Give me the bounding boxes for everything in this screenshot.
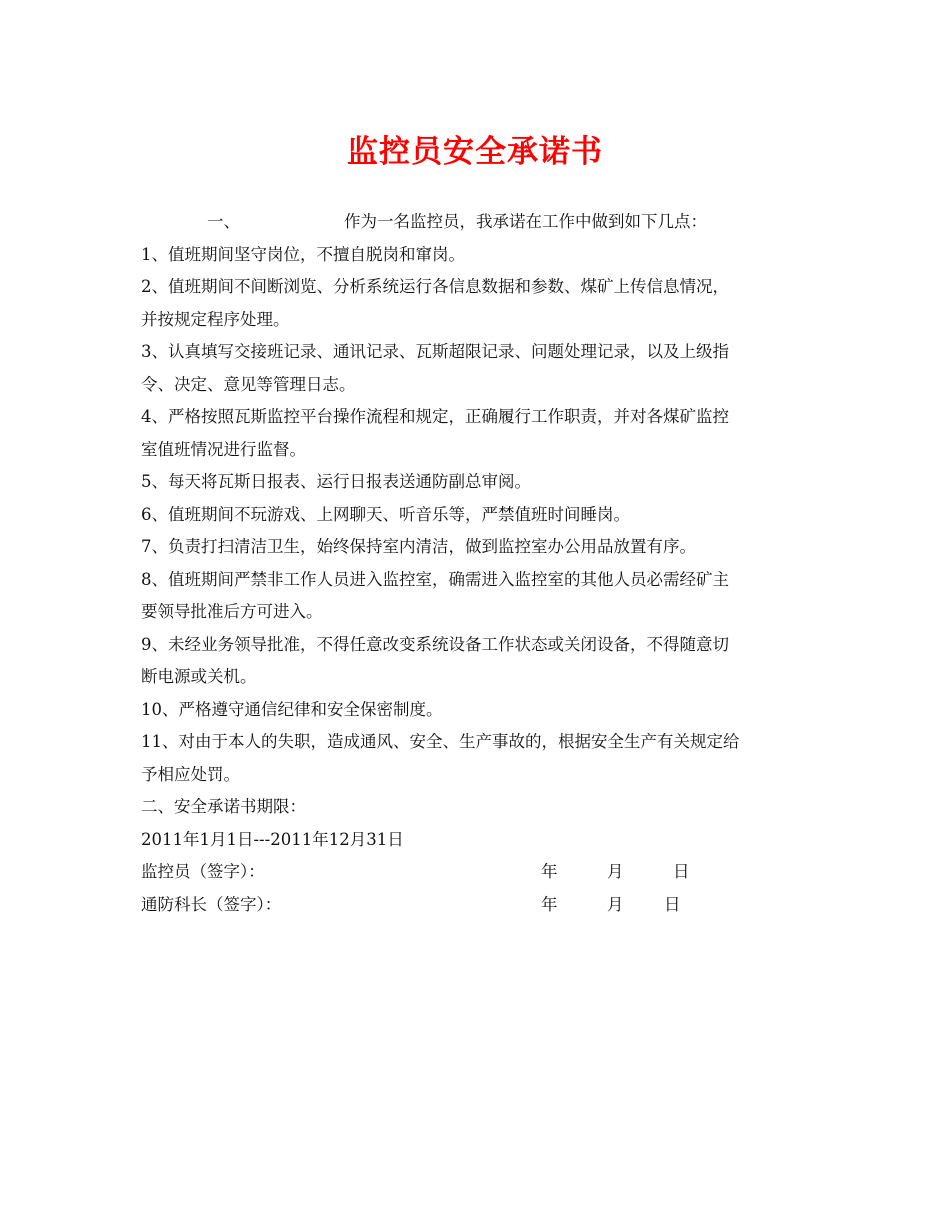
period-value: 2011年1月1日---2011年12月31日 <box>141 829 404 849</box>
commitment-item-continuation: 要领导批准后方可进入。 <box>141 602 323 621</box>
commitment-item: 8、值班期间严禁非工作人员进入监控室，确需进入监控室的其他人员必需经矿主 <box>141 569 729 589</box>
signature-year: 年 <box>541 894 558 914</box>
commitment-item: 11、对由于本人的失职，造成通风、安全、生产事故的，根据安全生产有关规定给 <box>141 732 740 751</box>
commitment-item-continuation: 断电源或关机。 <box>141 667 257 686</box>
signature-month: 月 <box>607 894 624 914</box>
commitment-list <box>141 239 813 792</box>
commitment-item: 5、每天将瓦斯日报表、运行日报表送通防副总审阅。 <box>141 472 531 491</box>
document-title: 监控员安全承诺书 <box>347 134 603 170</box>
intro-line <box>141 206 813 239</box>
commitment-item: 1、值班期间坚守岗位，不擅自脱岗和窜岗。 <box>141 244 465 264</box>
signature-day: 日 <box>673 862 690 881</box>
signature-label: 通防科长（签字）： <box>141 894 282 914</box>
period-heading: 二、安全承诺书期限： <box>141 797 306 816</box>
commitment-item-continuation: 予相应处罚。 <box>141 764 240 784</box>
commitment-item: 2、值班期间不间断浏览、分析系统运行各信息数据和参数、煤矿上传信息情况， <box>141 277 729 296</box>
signature-row-chief <box>141 889 813 922</box>
commitment-item-continuation: 室值班情况进行监督。 <box>141 439 306 459</box>
commitment-item: 9、未经业务领导批准，不得任意改变系统设备工作状态或关闭设备，不得随意切 <box>141 634 729 654</box>
commitment-item-continuation: 令、决定、意见等管理日志。 <box>141 374 356 394</box>
commitment-item: 7、负责打扫清洁卫生，始终保持室内清洁，做到监控室办公用品放置有序。 <box>141 537 696 556</box>
commitment-item: 10、严格遵守通信纪律和安全保密制度。 <box>141 699 443 719</box>
signature-year: 年 <box>541 862 558 881</box>
commitment-item: 3、认真填写交接班记录、通讯记录、瓦斯超限记录、问题处理记录，以及上级指 <box>141 342 729 361</box>
commitment-item: 6、值班期间不玩游戏、上网聊天、听音乐等，严禁值班时间睡岗。 <box>141 504 630 524</box>
signature-row-monitor <box>141 856 813 889</box>
intro-number: 一、 <box>207 212 240 231</box>
signature-month: 月 <box>607 862 624 881</box>
document-body <box>141 206 813 921</box>
signature-label: 监控员（签字）： <box>141 862 265 881</box>
commitment-item-continuation: 并按规定程序处理。 <box>141 309 290 329</box>
commitment-item: 4、严格按照瓦斯监控平台操作流程和规定，正确履行工作职责，并对各煤矿监控 <box>141 407 729 426</box>
intro-text: 作为一名监控员，我承诺在工作中做到如下几点： <box>344 212 707 231</box>
signature-day: 日 <box>664 894 681 914</box>
